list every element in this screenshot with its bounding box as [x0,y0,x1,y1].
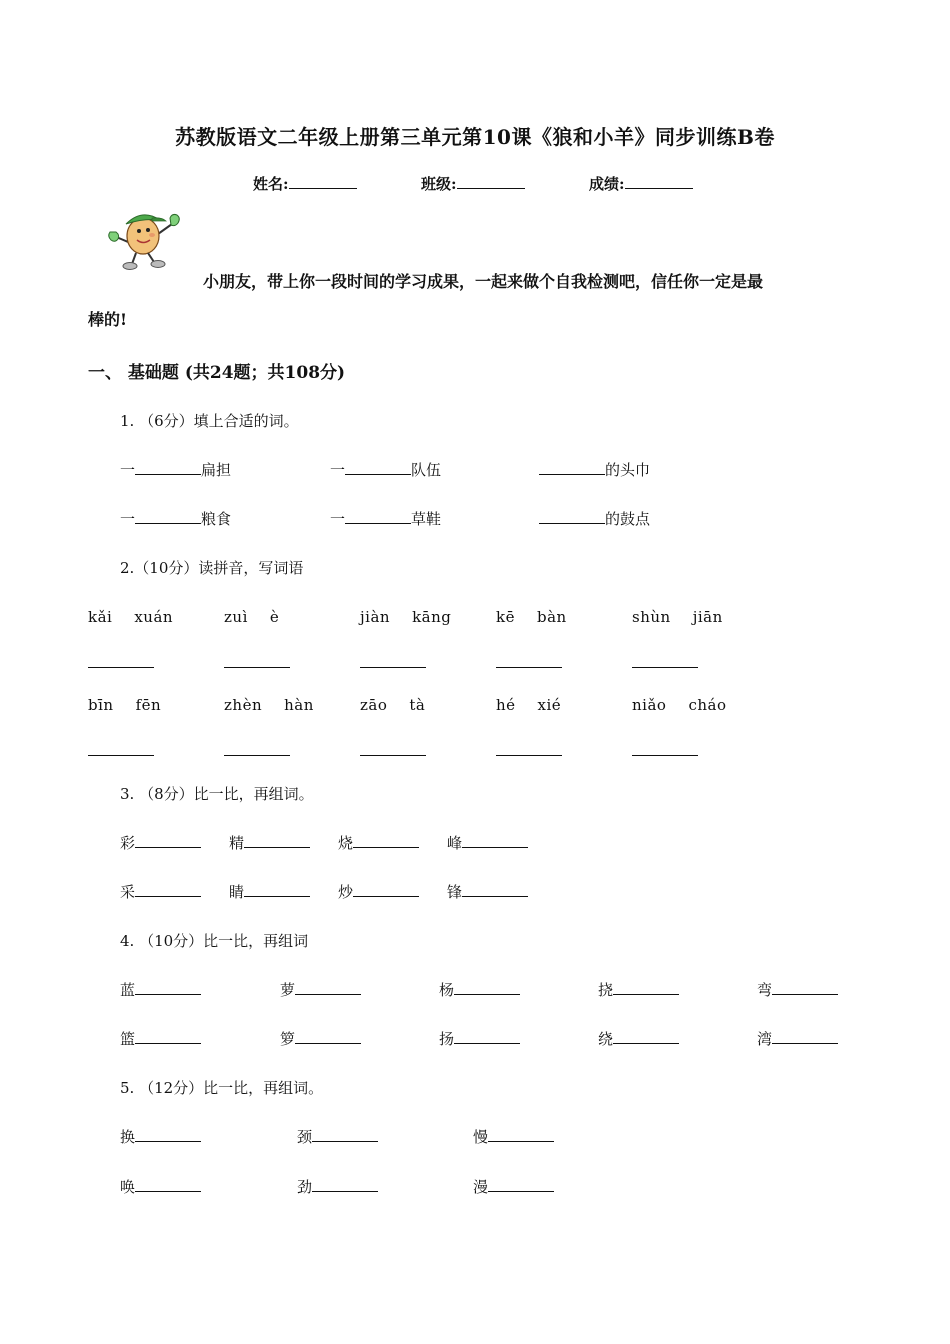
class-blank[interactable] [457,187,525,189]
q4-item[interactable]: 弯 [757,979,838,1000]
page-title: 苏教版语文二年级上册第三单元第10课《狼和小羊》同步训练B卷 [175,125,775,149]
answer-blank[interactable] [295,1042,361,1044]
q1-word: 的鼓点 [605,510,651,528]
score-field[interactable] [589,173,693,194]
pinyin-item: zuì è [224,608,280,626]
q1-word: 的头巾 [605,461,651,479]
name-blank[interactable] [289,187,357,189]
answer-blank[interactable] [454,993,520,995]
q3-item[interactable]: 锋 [447,881,528,902]
answer-blank[interactable] [462,895,528,897]
answer-blank[interactable] [613,1042,679,1044]
q3-item[interactable]: 精 [229,832,310,853]
q4-item[interactable]: 绕 [598,1028,679,1049]
q1-item[interactable] [330,459,441,480]
q3-item[interactable]: 彩 [120,832,201,853]
answer-blank[interactable] [632,666,698,668]
q4-item[interactable]: 蓝 [120,979,201,1000]
q4-item[interactable]: 萝 [280,979,361,1000]
q1-prefix: 一 [330,510,346,528]
pinyin-item: zhèn hàn [224,696,314,714]
answer-blank[interactable] [488,1190,554,1192]
answer-blank[interactable] [135,1140,201,1142]
answer-blank[interactable] [539,522,605,524]
q5-item[interactable]: 劲 [297,1176,378,1197]
q4-item[interactable]: 箩 [280,1028,361,1049]
answer-blank[interactable] [353,895,419,897]
q3-item[interactable]: 峰 [447,832,528,853]
q1-item[interactable] [120,508,231,529]
intro-line-2: 棒的! [88,310,128,329]
q5-item[interactable]: 慢 [473,1126,554,1147]
answer-blank[interactable] [224,666,290,668]
answer-blank[interactable] [244,846,310,848]
answer-blank[interactable] [613,993,679,995]
q5-item[interactable]: 唤 [120,1176,201,1197]
class-label: 班级: [421,175,457,193]
answer-blank[interactable] [135,473,201,475]
answer-blank[interactable] [772,1042,838,1044]
section-heading: 一、 基础题 (共24题；共108分) [88,363,346,383]
answer-blank[interactable] [135,1190,201,1192]
pinyin-item: jiàn kāng [360,608,452,626]
name-field[interactable] [253,173,357,194]
question-5-title: 5. （12分）比一比，再组词。 [120,1079,324,1097]
name-label: 姓名: [253,175,289,193]
q3-item[interactable]: 睛 [229,881,310,902]
answer-blank[interactable] [772,993,838,995]
q1-item[interactable] [330,508,441,529]
q1-item[interactable] [539,508,650,529]
pinyin-item: shùn jiān [632,608,723,626]
answer-blank[interactable] [345,473,411,475]
pinyin-item: hé xié [496,696,562,714]
question-2-title: 2.（10分）读拼音，写词语 [120,559,304,577]
question-3-title: 3. （8分）比一比，再组词。 [120,785,314,803]
answer-blank[interactable] [454,1042,520,1044]
answer-blank[interactable] [135,846,201,848]
q1-item[interactable] [539,459,650,480]
q1-prefix: 一 [330,461,346,479]
intro-line-1: 小朋友，带上你一段时间的学习成果，一起来做个自我检测吧，信任你一定是最 [203,272,764,291]
answer-blank[interactable] [488,1140,554,1142]
answer-blank[interactable] [224,754,290,756]
question-4-title: 4. （10分）比一比，再组词 [120,932,309,950]
answer-blank[interactable] [496,754,562,756]
answer-blank[interactable] [135,993,201,995]
pinyin-item: bīn fēn [88,696,162,714]
q1-word: 扁担 [201,461,232,479]
q5-item[interactable]: 换 [120,1126,201,1147]
answer-blank[interactable] [632,754,698,756]
answer-blank[interactable] [312,1190,378,1192]
answer-blank[interactable] [244,895,310,897]
answer-blank[interactable] [462,846,528,848]
pinyin-item: kǎi xuán [88,608,174,626]
q3-item[interactable]: 采 [120,881,201,902]
q5-item[interactable]: 颈 [297,1126,378,1147]
q1-prefix: 一 [120,461,136,479]
answer-blank[interactable] [135,1042,201,1044]
answer-blank[interactable] [345,522,411,524]
q4-item[interactable]: 扬 [439,1028,520,1049]
q1-word: 粮食 [201,510,232,528]
answer-blank[interactable] [496,666,562,668]
answer-blank[interactable] [312,1140,378,1142]
answer-blank[interactable] [353,846,419,848]
answer-blank[interactable] [88,754,154,756]
q4-item[interactable]: 篮 [120,1028,201,1049]
pinyin-item: niǎo cháo [632,696,727,714]
q4-item[interactable]: 湾 [757,1028,838,1049]
answer-blank[interactable] [135,522,201,524]
q4-item[interactable]: 杨 [439,979,520,1000]
question-1-title: 1. （6分）填上合适的词。 [120,412,299,430]
answer-blank[interactable] [360,754,426,756]
class-field[interactable] [421,173,525,194]
score-blank[interactable] [625,187,693,189]
q1-item[interactable] [120,459,231,480]
answer-blank[interactable] [295,993,361,995]
answer-blank[interactable] [539,473,605,475]
q1-word: 队伍 [411,461,442,479]
q3-item[interactable]: 炒 [338,881,419,902]
q3-item[interactable]: 烧 [338,832,419,853]
q1-word: 草鞋 [411,510,442,528]
score-label: 成绩: [589,175,625,193]
pinyin-item: kē bàn [496,608,567,626]
answer-blank[interactable] [88,666,154,668]
answer-blank[interactable] [135,895,201,897]
pinyin-item: zāo tà [360,696,426,714]
mascot-illustration [106,204,186,274]
q5-item[interactable]: 漫 [473,1176,554,1197]
q1-prefix: 一 [120,510,136,528]
q4-item[interactable]: 挠 [598,979,679,1000]
answer-blank[interactable] [360,666,426,668]
